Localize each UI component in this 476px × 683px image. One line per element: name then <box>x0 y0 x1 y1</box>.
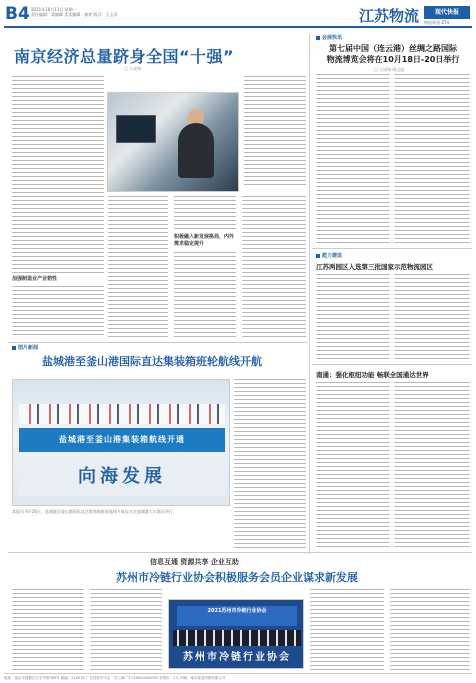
attendees <box>173 630 301 646</box>
newspaper-page <box>4 4 472 680</box>
worker-figure <box>178 123 214 178</box>
lead-body-col1b <box>12 286 104 338</box>
lead-byline: □ 王成锡 <box>124 66 142 71</box>
port-body <box>234 379 306 549</box>
lead-subhead-1: 加强制造业产业韧性 <box>12 276 58 282</box>
port-photo <box>12 379 230 506</box>
bottom-body-col3 <box>310 589 384 671</box>
nantong-body-col2 <box>394 382 470 550</box>
lead-divider <box>8 342 308 343</box>
lead-body-col2 <box>108 196 168 338</box>
lead-body-col1 <box>12 76 104 276</box>
lead-body-col2-top <box>244 76 306 188</box>
page-number: B4 <box>5 4 30 24</box>
nantong-headline: 南通：强化枢纽功能 畅联全国通达世界 <box>316 371 429 379</box>
port-caption: 本报讯 9月26日，盐城港至釜山港国际直达集装箱班轮航线开航仪式在盐城港大丰港区举行。 <box>12 509 177 514</box>
lead-body-col4 <box>242 196 306 338</box>
port-headline: 盐城港至釜山港国际直达集装箱班轮航线开航 <box>42 355 262 368</box>
bottom-body-col4 <box>390 589 470 671</box>
section-label-capacity: 能力建设 <box>316 252 342 259</box>
right-divider-1 <box>312 248 472 249</box>
bottom-headline: 苏州市冷链行业协会积极服务会员企业谋求新发展 <box>116 571 358 584</box>
lead-photo <box>107 92 239 192</box>
stage-banner-text: 苏州市冷链行业协会 <box>183 652 291 663</box>
page-header <box>4 4 472 28</box>
ceremony-banner: 盐城港至釜山港集装箱航线开通 <box>19 428 225 452</box>
expo-byline: □ 王成锡 顾文彪 <box>374 67 405 72</box>
bottom-photo <box>168 599 304 669</box>
column-divider <box>309 34 310 554</box>
header-meta <box>31 7 151 17</box>
column-title: 江苏物流 <box>359 7 420 25</box>
parks-headline: 江苏两园区入选第三批国家示范物流园区 <box>316 263 433 271</box>
right-divider-2 <box>312 364 472 365</box>
expo-headline-line2: 物流博览会将在10月18日-20日举行 <box>326 55 460 64</box>
bottom-divider <box>8 552 472 553</box>
section-label-expo: 会展快讯 <box>316 34 342 41</box>
ceremony-guests <box>19 404 225 424</box>
edition-label: 物流周刊 ZT4 <box>424 20 449 25</box>
expo-headline-line1: 第七届中国（连云港）丝绸之路国际 <box>329 44 457 53</box>
section-label-photo-news: 图片新闻 <box>12 344 38 351</box>
parks-body-col1 <box>316 274 390 360</box>
monitor-screen <box>116 115 156 143</box>
paper-logo: 现代快报 <box>424 6 470 19</box>
stage-backdrop: 2021苏州市冷链行业协会 <box>177 606 297 626</box>
lead-body-col3-b <box>174 252 236 338</box>
header-date: 2021年10月11日 星期一 <box>31 7 77 12</box>
header-editors: 责任编辑：梁晓峰 美术编辑：郭欢 版式：王玉萍 <box>31 12 118 17</box>
bottom-body-col2 <box>90 589 162 671</box>
lead-body-col3-a <box>174 196 236 230</box>
bottom-subtitle: 信息互通 资源共享 企业互助 <box>150 558 239 566</box>
bottom-body-col1 <box>12 589 84 671</box>
expo-body-col1 <box>316 74 390 246</box>
nantong-body-col1 <box>316 382 390 550</box>
expo-body-col2 <box>394 74 470 246</box>
lead-subhead-2: 积极融入新发展格局，内外需求稳定提升 <box>174 234 235 247</box>
ceremony-slogan: 向海发展 <box>19 458 225 496</box>
parks-body-col2 <box>394 274 470 360</box>
lead-headline: 南京经济总量跻身全国“十强” <box>14 47 235 66</box>
page-footer: 地址：南京市建邺区江东中路369号 邮编：210019 广告经营许可证：苏工商广字320000000090 零售价：1元 印刷：南京报业印刷有限公司 <box>4 673 472 681</box>
